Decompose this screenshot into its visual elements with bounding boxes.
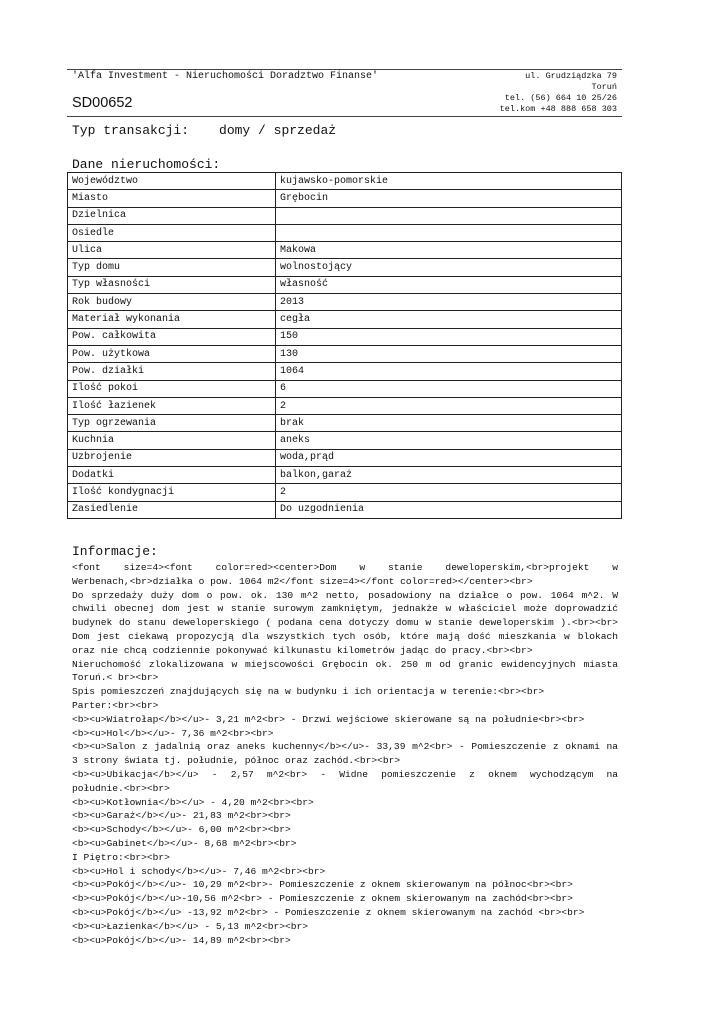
info-line: <b><u>Garaż</b></u>- 21,83 m^2<br><br> xyxy=(72,810,291,822)
property-label: Osiedle xyxy=(68,224,276,241)
property-section-title: Dane nieruchomości: xyxy=(72,157,221,172)
info-line: <b><u>Ubikacja</b></u> - 2,57 m^2<br> - Widne pomieszczenie z oknem wychodzącym na xyxy=(72,768,618,780)
property-label: Pow. całkowita xyxy=(68,328,276,345)
transaction-label: Typ transakcji: xyxy=(72,123,190,138)
property-value: 2 xyxy=(276,397,622,414)
info-line: Spis pomieszczeń znajdujących się na w budynku i ich orientacja w terenie:<br><br> xyxy=(72,686,545,698)
property-value: 6 xyxy=(276,380,622,397)
property-value: własność xyxy=(276,276,622,293)
info-line: południe.<br><br> xyxy=(72,782,170,794)
property-label: Ulica xyxy=(68,242,276,259)
table-row xyxy=(68,294,622,311)
property-label: Pow. działki xyxy=(68,363,276,380)
property-value: Grębocin xyxy=(276,190,622,207)
property-label: Zasiedlenie xyxy=(68,501,276,518)
company-name: 'Alfa Investment - Nieruchomości Doradztwo Finanse' xyxy=(72,71,379,82)
property-value xyxy=(276,224,622,241)
info-line: <b><u>Hol i schody</b></u>- 7,46 m^2<br><br> xyxy=(72,865,326,877)
property-table xyxy=(67,172,622,519)
info-line: <b><u>Wiatrołap</b></u>- 3,21 m^2<br> - Drzwi wejściowe skierowane są na południe<br><br> xyxy=(72,713,585,725)
table-row xyxy=(68,467,622,484)
address-phone: tel. (56) 664 10 25/26 xyxy=(504,93,617,103)
address-mobile: tel.kom +48 888 658 303 xyxy=(499,104,617,114)
property-value: Do uzgodnienia xyxy=(276,501,622,518)
table-row xyxy=(68,311,622,328)
info-line: Do sprzedaży duży dom o pow. ok. 130 m^2 netto, posadowiony na działce o pow. 1064 m^2. W xyxy=(72,589,618,601)
info-line: <b><u>Kotłownia</b></u> - 4,20 m^2<br><br> xyxy=(72,796,314,808)
transaction-value: domy / sprzedaż xyxy=(219,123,337,138)
address-city: Toruń xyxy=(591,82,617,92)
property-value: Makowa xyxy=(276,242,622,259)
table-row xyxy=(68,345,622,362)
property-label: Ilość łazienek xyxy=(68,397,276,414)
info-line: <b><u>Pokój</b></u> -13,92 m^2<br> - Pomieszczenie z oknem skierowanym na zachód <br><br> xyxy=(72,906,585,918)
info-line: <b><u>Hol</b></u>- 7,36 m^2<br><br> xyxy=(72,727,274,739)
table-row xyxy=(68,276,622,293)
contact-address xyxy=(500,71,617,115)
property-label: Ilość kondygnacji xyxy=(68,484,276,501)
table-row xyxy=(68,501,622,518)
property-value: 150 xyxy=(276,328,622,345)
table-row xyxy=(68,363,622,380)
header-bottom-rule xyxy=(67,116,622,117)
address-street: ul. Grudziądzka 79 xyxy=(525,71,617,81)
table-row xyxy=(68,328,622,345)
property-value: balkon,garaż xyxy=(276,467,622,484)
property-label: Typ domu xyxy=(68,259,276,276)
property-label: Dzielnica xyxy=(68,207,276,224)
property-label: Rok budowy xyxy=(68,294,276,311)
info-line: <b><u>Pokój</b></u>- 10,29 m^2<br>- Pomieszczenie z oknem skierowanym na północ<br><br> xyxy=(72,879,573,891)
property-value xyxy=(276,207,622,224)
info-line: Werbenach,<br>działka o pow. 1064 m2</font size=4></font color=red></center><br> xyxy=(72,575,533,587)
table-row xyxy=(68,207,622,224)
table-row xyxy=(68,484,622,501)
property-value: cegła xyxy=(276,311,622,328)
table-row xyxy=(68,173,622,190)
info-line: I Piętro:<br><br> xyxy=(72,851,170,863)
table-row xyxy=(68,415,622,432)
property-label: Materiał wykonania xyxy=(68,311,276,328)
table-row xyxy=(68,449,622,466)
info-line: <font size=4><font color=red><center>Dom w stanie deweloperskim,<br>projekt w xyxy=(72,562,618,573)
property-value: kujawsko-pomorskie xyxy=(276,173,622,190)
info-line: Nieruchomość zlokalizowana w miejscowości Grębocin ok. 250 m od granic ewidencyjnych miasta xyxy=(72,658,618,670)
property-value: brak xyxy=(276,415,622,432)
property-label: Kuchnia xyxy=(68,432,276,449)
document-id: SD00652 xyxy=(72,95,133,111)
property-value: 2 xyxy=(276,484,622,501)
transaction-type xyxy=(72,123,336,138)
property-label: Typ własności xyxy=(68,276,276,293)
property-label: Województwo xyxy=(68,173,276,190)
table-row xyxy=(68,397,622,414)
property-value: aneks xyxy=(276,432,622,449)
property-value: wolnostojący xyxy=(276,259,622,276)
table-row xyxy=(68,242,622,259)
info-section-title: Informacje: xyxy=(72,544,158,559)
info-line: oraz nie chcą codziennie pokonywać kilkunastu kilometrów jadąc do pracy.<br><br> xyxy=(72,644,533,656)
info-line: budynek do stanu deweloperskiego ( podana cena dotyczy domu w stanie deweloperskim ).<br><br> xyxy=(72,617,618,629)
property-value: woda,prąd xyxy=(276,449,622,466)
property-label: Miasto xyxy=(68,190,276,207)
info-line: Parter:<br><br> xyxy=(72,699,159,711)
property-label: Typ ogrzewania xyxy=(68,415,276,432)
info-line: <b><u>Salon z jadalnią oraz aneks kuchenny</b></u>- 33,39 m^2<br> - Pomieszczenie z oknami na xyxy=(72,741,618,753)
table-row xyxy=(68,432,622,449)
property-label: Uzbrojenie xyxy=(68,449,276,466)
table-row xyxy=(68,380,622,397)
property-label: Pow. użytkowa xyxy=(68,345,276,362)
info-line: <b><u>Gabinet</b></u>- 8,68 m^2<br><br> xyxy=(72,837,297,849)
info-line: Toruń.< br><br> xyxy=(72,672,159,684)
info-line: <b><u>Łazienka</b></u> - 5,13 m^2<br><br> xyxy=(72,920,309,932)
property-value: 1064 xyxy=(276,363,622,380)
info-line: <b><u>Pokój</b></u>-10,56 m^2<br> - Pomieszczenie z oknem skierowanym na zachód<br><br> xyxy=(72,893,573,905)
info-line: 3 strony świata tj. południe, północ oraz zachód.<br><br> xyxy=(72,755,401,767)
table-row xyxy=(68,190,622,207)
table-row xyxy=(68,224,622,241)
table-row xyxy=(68,259,622,276)
property-label: Ilość pokoi xyxy=(68,380,276,397)
info-line: <b><u>Schody</b></u>- 6,00 m^2<br><br> xyxy=(72,824,291,836)
property-label: Dodatki xyxy=(68,467,276,484)
info-line: chwili obecnej dom jest w stanie surowym zamkniętym, jednakże w właściciel może doprowadzić xyxy=(72,603,618,615)
header-top-rule xyxy=(67,69,622,70)
info-line: <b><u>Pokój</b></u>- 14,89 m^2<br><br> xyxy=(72,934,291,946)
property-value: 130 xyxy=(276,345,622,362)
property-value: 2013 xyxy=(276,294,622,311)
info-line: Dom jest ciekawą propozycją dla wszystkich tych osób, które mają dość mieszkania w blokach xyxy=(72,630,618,642)
info-text xyxy=(72,561,618,947)
